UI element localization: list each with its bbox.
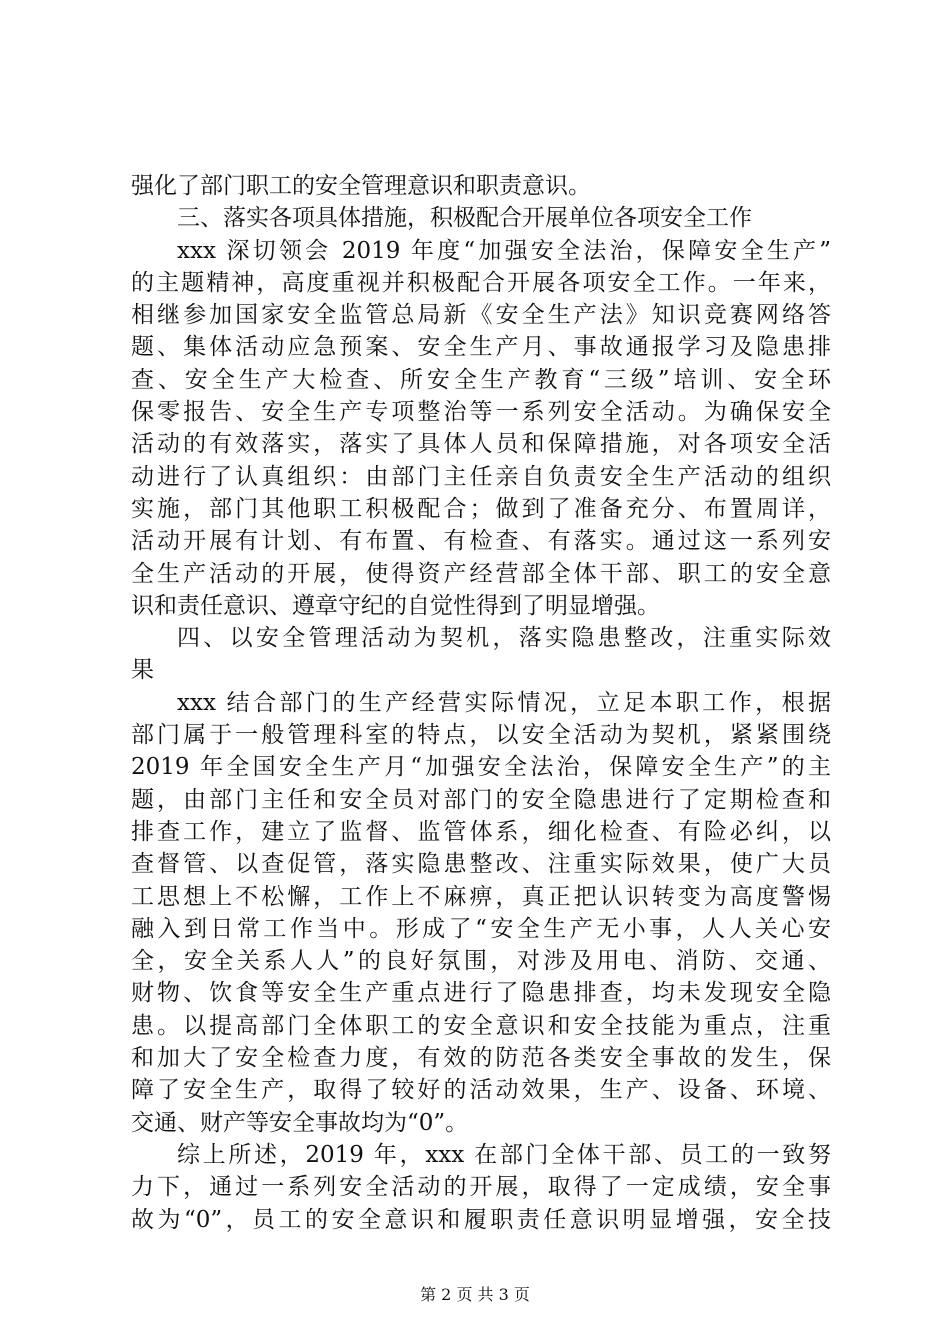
section-heading-4: 四、以安全管理活动为契机，落实隐患整改，注重实际效 [177, 625, 831, 652]
paragraph-line: 排查工作，建立了监督、监管体系，细化检查、有险必纠，以 [131, 818, 831, 845]
page-number-label: 第 2 页 共 3 页 [420, 1285, 530, 1304]
paragraph-line: 活动开展有计划、有布置、有检查、有落实。通过这一系列安 [131, 528, 831, 555]
paragraph-line: 障了安全生产，取得了较好的活动效果，生产、设备、环境、 [131, 1077, 831, 1104]
paragraph-line: 部门属于一般管理科室的特点，以安全活动为契机，紧紧围绕 [131, 722, 831, 749]
paragraph-line: 相继参加国家安全监管总局新《安全生产法》知识竞赛网络答 [131, 302, 831, 329]
document-body [131, 170, 831, 1236]
paragraph-line: 患。以提高部门全体职工的安全意识和安全技能为重点，注重 [131, 1012, 831, 1039]
paragraph-line: 保零报告、安全生产专项整治等一系列安全活动。为确保安全 [131, 399, 831, 426]
page-footer [0, 1282, 950, 1305]
paragraph-line: 查、安全生产大检查、所安全生产教育“三级”培训、安全环 [131, 366, 831, 393]
paragraph-line: 题、集体活动应急预案、安全生产月、事故通报学习及隐患排 [131, 334, 831, 361]
paragraph-line: 动进行了认真组织：由部门主任亲自负责安全生产活动的组织 [131, 463, 831, 490]
paragraph-line: 查督管、以查促管，落实隐患整改、注重实际效果，使广大员 [131, 851, 831, 878]
paragraph-line: 题，由部门主任和安全员对部门的安全隐患进行了定期检查和 [131, 786, 831, 813]
paragraph-line: 全生产活动的开展，使得资产经营部全体干部、职工的安全意 [131, 560, 831, 587]
paragraph-line: 的主题精神，高度重视并积极配合开展各项安全工作。一年来， [131, 269, 831, 296]
paragraph-line: 识和责任意识、遵章守纪的自觉性得到了明显增强。 [131, 592, 660, 619]
paragraph-line: 交通、财产等安全事故均为“0”。 [131, 1109, 469, 1136]
paragraph-line: 活动的有效落实，落实了具体人员和保障措施，对各项安全活 [131, 431, 831, 458]
paragraph-line: 力下，通过一系列安全活动的开展，取得了一定成绩，安全事 [131, 1174, 831, 1201]
paragraph-line: 和加大了安全检查力度，有效的防范各类安全事故的发生，保 [131, 1045, 831, 1072]
paragraph-line: 2019 年全国安全生产月“加强安全法治，保障安全生产”的主 [131, 754, 831, 781]
paragraph-line: xxx 结合部门的生产经营实际情况，立足本职工作，根据 [177, 689, 831, 716]
paragraph-line: 故为“0”，员工的安全意识和履职责任意识明显增强，安全技 [131, 1206, 831, 1233]
paragraph-line: xxx 深切领会 2019 年度“加强安全法治，保障安全生产” [177, 237, 831, 264]
section-heading-3: 三、落实各项具体措施，积极配合开展单位各项安全工作 [177, 205, 752, 232]
section-heading-4-continued: 果 [131, 657, 154, 684]
paragraph-line: 融入到日常工作当中。形成了“安全生产无小事，人人关心安 [131, 915, 831, 942]
paragraph-line: 实施，部门其他职工积极配合；做到了准备充分、布置周详， [131, 495, 831, 522]
paragraph-line: 强化了部门职工的安全管理意识和职责意识。 [131, 173, 591, 199]
paragraph-line: 综上所述，2019 年，xxx 在部门全体干部、员工的一致努 [177, 1141, 831, 1168]
paragraph-line: 财物、饮食等安全生产重点进行了隐患排查，均未发现安全隐 [131, 980, 831, 1007]
paragraph-line: 工思想上不松懈，工作上不麻痹，真正把认识转变为高度警惕 [131, 883, 831, 910]
paragraph-line: 全，安全关系人人”的良好氛围，对涉及用电、消防、交通、 [131, 948, 831, 975]
